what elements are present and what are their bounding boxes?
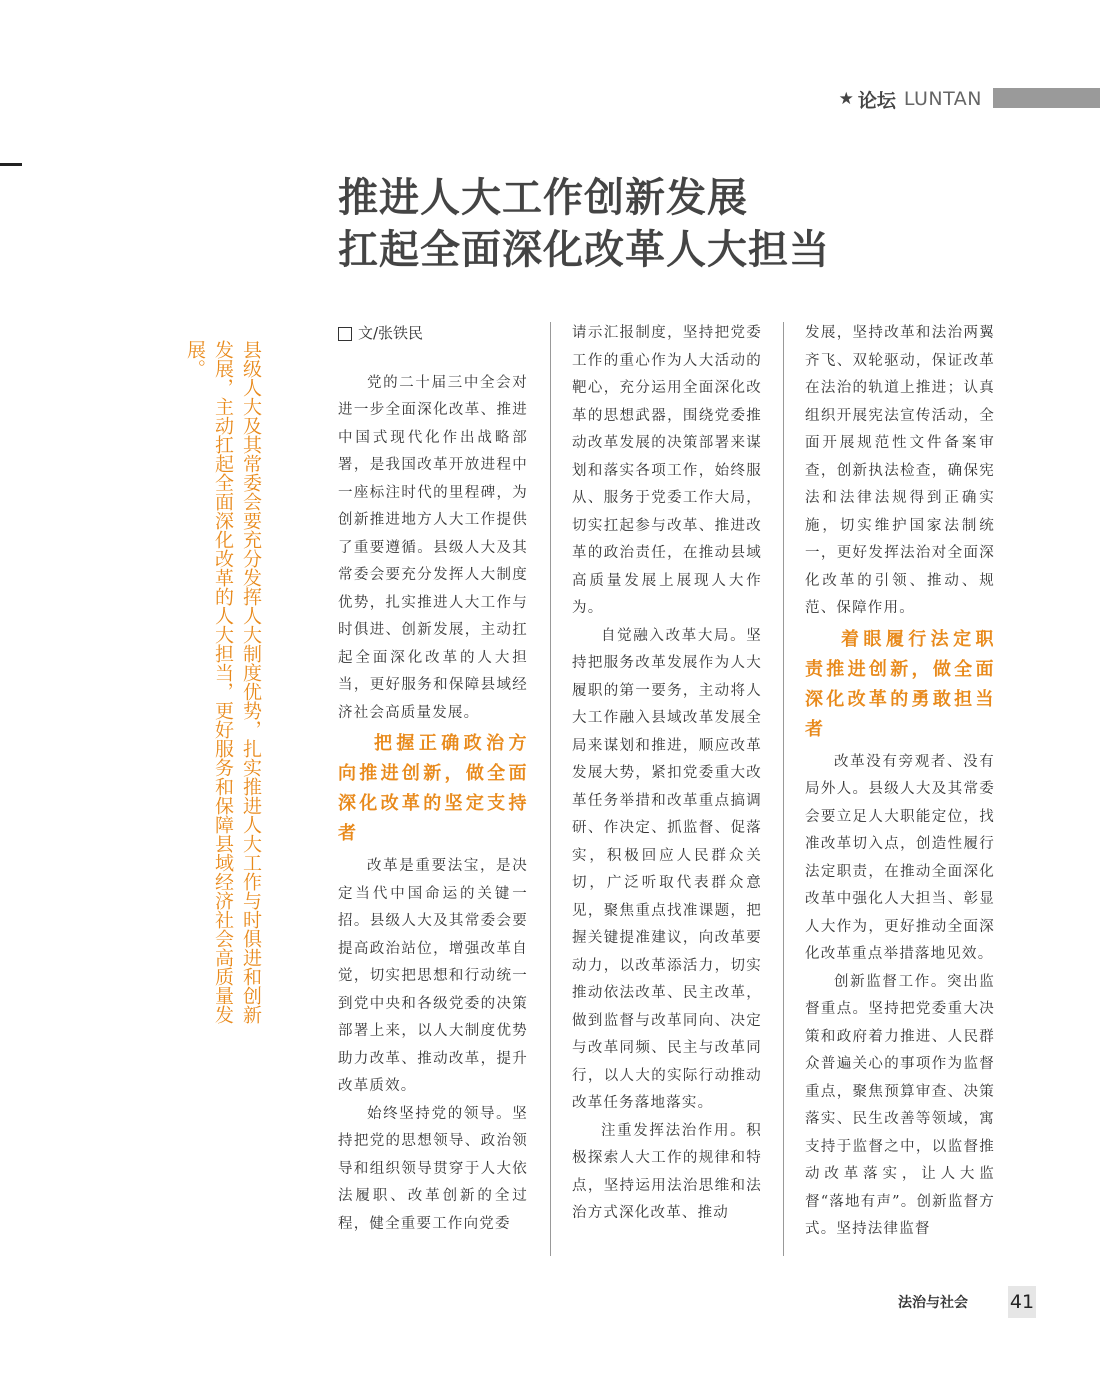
section-bar	[993, 88, 1100, 108]
byline	[338, 320, 528, 348]
title-line-2: 扛起全面深化改革人大担当	[338, 227, 830, 273]
author: 文/张铁民	[358, 324, 424, 342]
paragraph: 请示汇报制度，坚持把党委工作的重心作为人大活动的靶心，充分运用全面深化改革的思想武器，围绕党委推动改革发展的决策部署来谋划和落实各项工作，始终服从、服务于党委工作大局，切实扛起参与改革、推进改革的政治责任，在推动县域高质量发展上展现人大作为。	[572, 325, 762, 616]
subheading: 把握正确政治方向推进创新，做全面深化改革的坚定支持者	[338, 733, 528, 844]
paragraph: 创新监督工作。突出监督重点。坚持把党委重大决策和政府着力推进、人民群众普遍关心的事项作为监督重点，聚焦预算审查、决策落实、民生改善等领域，寓支持于监督之中，以监督推动改革落实，让人大监督“落地有声”。创新监督方式。坚持法律监督	[805, 973, 995, 1237]
article-column-3	[805, 320, 995, 1244]
paragraph: 改革没有旁观者、没有局外人。县级人大及其常委会要立足人大职能定位，找准改革切入点，创造性履行法定职责，在推动全面深化改革中强化人大担当、彰显人大作为，更好推动全面深化改革重点举措落地见效。	[805, 753, 995, 962]
article-title	[338, 172, 1058, 276]
pull-quote: 县级人大及其常委会要充分发挥人大制度优势，扎实推进人大工作与时俱进和创新发展，主动扛起全面深化改革的人大担当，更好服务和保障县域经济社会高质量发展。	[184, 340, 262, 1024]
article-column-1	[338, 320, 528, 1238]
section-name-zh: 论坛	[857, 89, 896, 112]
paragraph: 自觉融入改革大局。坚持把服务改革发展作为人大履职的第一要务，主动将人大工作融入县域改革发展全局来谋划和推进，顺应改革发展大势，紧扣党委重大改革任务举措和改革重点搞调研、作决定、抓监督、促落实，积极回应人民群众关切，广泛听取代表群众意见，聚焦重点找准课题，把握关键提准建议，向改革要动力，以改革添活力，切实推动依法改革、民主改革，做到监督与改革同向、决定与改革同频、民主与改革同行，以人大的实际行动推动改革任务落地落实。	[572, 627, 762, 1111]
magazine-name: 法治与社会	[898, 1295, 968, 1311]
star-icon: ★	[838, 89, 854, 109]
title-line-1: 推进人大工作创新发展	[338, 175, 748, 221]
page-number: 41	[1008, 1286, 1036, 1318]
article-column-2	[572, 320, 762, 1228]
section-name-en: LUNTAN	[903, 88, 982, 110]
section-label	[839, 86, 982, 112]
column-divider	[550, 322, 551, 1256]
paragraph: 改革是重要法宝，是决定当代中国命运的关键一招。县级人大及其常委会要提高政治站位，增强改革自觉，切实把思想和行动统一到党中央和各级党委的决策部署上来，以人大制度优势助力改革、推动改革，提升改革质效。	[338, 858, 528, 1094]
subheading: 着眼履行法定职责推进创新，做全面深化改革的勇敢担当者	[805, 628, 995, 740]
square-icon	[338, 327, 352, 341]
column-divider	[783, 322, 784, 1256]
paragraph: 党的二十届三中全会对进一步全面深化改革、推进中国式现代化作出战略部署，是我国改革开放进程中一座标注时代的里程碑，为创新推进地方人大工作提供了重要遵循。县级人大及其常委会要充分发挥人大制度优势，扎实推进人大工作与时俱进、创新发展，主动扛起全面深化改革的人大担当，更好服务和保障县域经济社会高质量发展。	[338, 374, 528, 721]
paragraph: 发展，坚持改革和法治两翼齐飞、双轮驱动，保证改革在法治的轨道上推进；认真组织开展宪法宣传活动，全面开展规范性文件备案审查，创新执法检查，确保宪法和法律法规得到正确实施，切实维护国家法制统一，更好发挥法治对全面深化改革的引领、推动、规范、保障作用。	[805, 325, 995, 616]
paragraph: 注重发挥法治作用。积极探索人大工作的规律和特点，坚持运用法治思维和法治方式深化改革、推动	[572, 1122, 762, 1221]
paragraph: 始终坚持党的领导。坚持把党的思想领导、政治领导和组织领导贯穿于人大依法履职、改革创新的全过程，健全重要工作向党委	[338, 1105, 528, 1232]
margin-tick	[0, 163, 22, 166]
